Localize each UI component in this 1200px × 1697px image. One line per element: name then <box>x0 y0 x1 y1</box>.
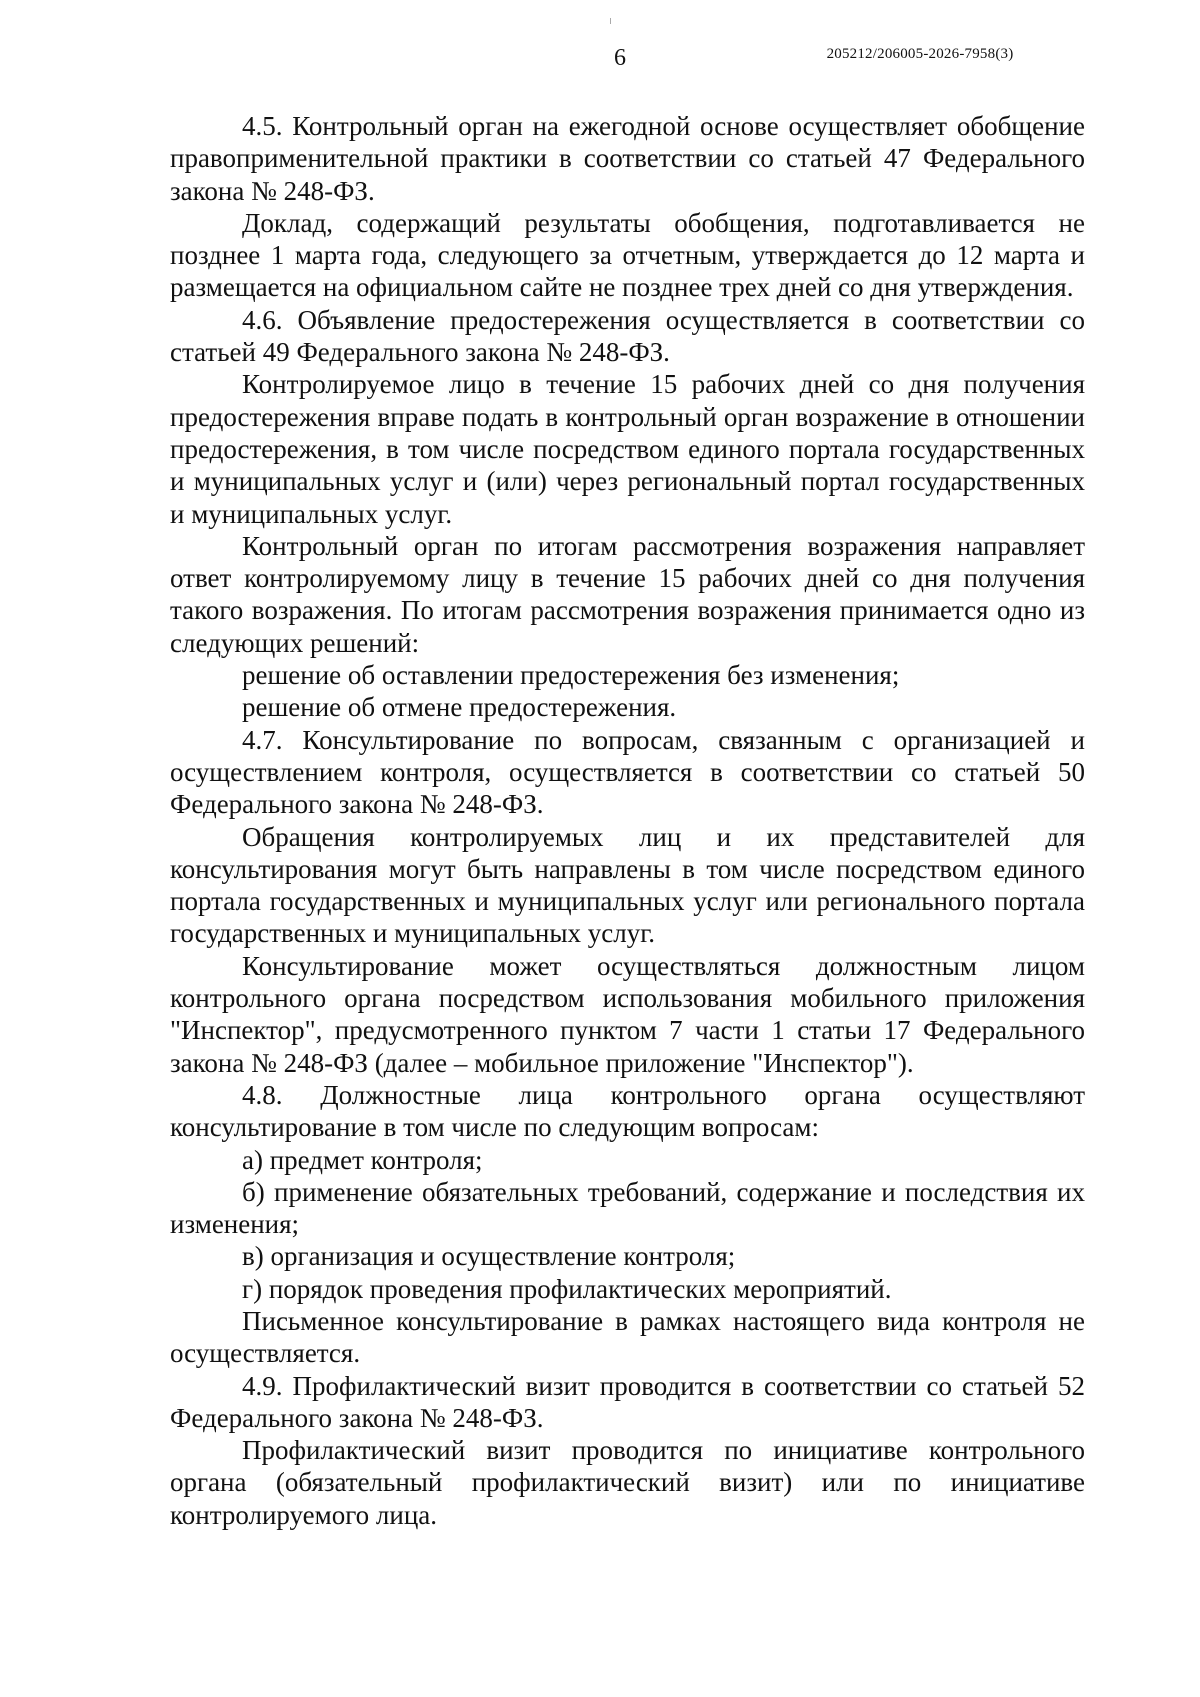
list-item-a: а) предмет контроля; <box>242 1144 483 1175</box>
document-body <box>170 110 1085 1531</box>
paragraph-4-6: 4.6. Объявление предостережения осуществляется в соответствии со статьей 49 Федерального закона № 248-ФЗ. <box>170 304 1085 368</box>
paragraph-written-consulting: Письменное консультирование в рамках настоящего вида контроля не осуществляется. <box>170 1305 1085 1369</box>
list-item-b: б) применение обязательных требований, содержание и последствия их изменения; <box>170 1176 1085 1240</box>
document-id: 205212/206005-2026-7958(3) <box>826 46 1014 62</box>
list-item-g: г) порядок проведения профилактических мероприятий. <box>242 1273 892 1304</box>
paragraph-4-5: 4.5. Контрольный орган на ежегодной основе осуществляет обобщение правоприменительной практики в соответствии со статьей 47 Федерального закона № 248-ФЗ. <box>170 111 1085 206</box>
paragraph-4-7: 4.7. Консультирование по вопросам, связанным с организацией и осуществлением контроля, осуществляется в соответствии со статьей 50 Федерального закона № 248-ФЗ. <box>170 724 1085 820</box>
list-item-v: в) организация и осуществление контроля; <box>242 1241 736 1272</box>
paragraph-objection: Контролируемое лицо в течение 15 рабочих дней со дня получения предостережения вправе подать в контрольный орган возражение в отношении предостережения, в том числе посредством единого портала государственных и муниципальных услуг и (или) через региональный портал государственных и муниципальных услуг. <box>170 369 1085 529</box>
paragraph-4-9: 4.9. Профилактический визит проводится в соответствии со статьей 52 Федерального закона № 248-ФЗ. <box>170 1370 1085 1433</box>
paragraph-appeals: Обращения контролируемых лиц и их представителей для консультирования могут быть направлены в том числе посредством единого портала государственных и муниципальных услуг или регионального портала государственных и муниципальных услуг. <box>170 821 1085 949</box>
paragraph-visit-initiative: Профилактический визит проводится по инициативе контрольного органа (обязательный профилактический визит) или по инициативе контролируемого лица. <box>170 1435 1085 1530</box>
scan-mark <box>610 18 611 24</box>
decision-item-keep: решение об оставлении предостережения без изменения; <box>242 660 900 691</box>
paragraph-4-8: 4.8. Должностные лица контрольного органа осуществляют консультирование в том числе по следующим вопросам: <box>170 1079 1085 1143</box>
decision-item-cancel: решение об отмене предостережения. <box>242 692 677 723</box>
paragraph-report: Доклад, содержащий результаты обобщения, подготавливается не позднее 1 марта года, следующего за отчетным, утверждается до 12 марта и размещается на официальном сайте не позднее трех дней со дня утверждения. <box>170 207 1085 303</box>
paragraph-objection-response: Контрольный орган по итогам рассмотрения возражения направляет ответ контролируемому лицу в течение 15 рабочих дней со дня получения такого возражения. По итогам рассмотрения возражения принимается одно из следующих решений: <box>170 530 1085 658</box>
page-number: 6 <box>614 45 626 71</box>
paragraph-inspector-app: Консультирование может осуществляться должностным лицом контрольного органа посредством использования мобильного приложения "Инспектор", предусмотренного пунктом 7 части 1 статьи 17 Федерального закона № 248-ФЗ (далее – мобильное приложение "Инспектор"). <box>170 950 1085 1078</box>
